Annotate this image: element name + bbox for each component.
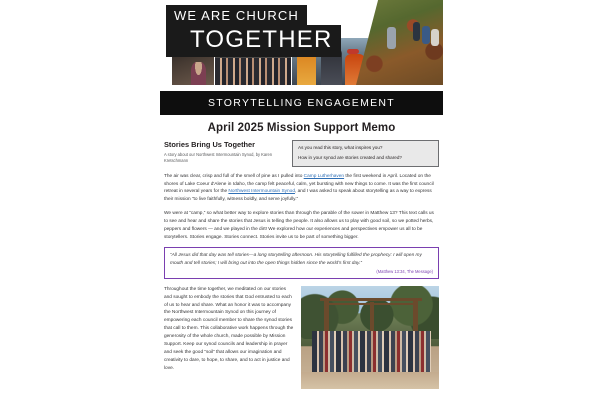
reflection-question-2: How in your synod are stories created and shared? [298, 154, 402, 160]
photo-person-standing [387, 27, 395, 49]
scripture-quote-box [164, 247, 439, 278]
synod-council-group-photo [301, 286, 439, 389]
section-banner: STORYTELLING ENGAGEMENT [160, 91, 443, 115]
photo-figure-stole [297, 52, 317, 85]
wordmark [166, 5, 341, 57]
paragraph-1-part-b: the first weekend in April. Located on the shores of Lake Coeur d'Alene in Idaho, the camp felt peaceful, calm, yet bursting with new things to come. It was the first council retreat in several years for the [164, 173, 434, 195]
body-content [160, 167, 443, 242]
paragraph-1 [164, 173, 439, 204]
photo-people-row [215, 58, 291, 85]
scripture-citation: (Matthew 13:34, The Message) [376, 268, 433, 274]
newsletter-page [160, 0, 443, 400]
wordmark-line-1: WE ARE CHURCH [166, 5, 307, 26]
closing-section [160, 286, 443, 373]
paragraph-3: Throughout the time together, we meditated on our stories and sought to embody the stories that God entrusted to each of us to hear and share. What an honor it was to accompany the Northwest Intermountain Synod on this journey of empowering each council member to share the synod stories that call to them. This collaborative work happens through the generosity of the whole church, made possible by Mission Support. Keep our synod councils and leadership in prayer and seek the good “soil” that allows our imagination and creativity to dare, to hope, to share, and to act in justice and love. [164, 286, 294, 371]
photo-person-seated-1 [413, 22, 420, 41]
intro-section [160, 140, 443, 167]
header-photo-collage [160, 0, 443, 85]
link-northwest-intermountain-synod[interactable]: Northwest Intermountain Synod [228, 189, 295, 195]
reflection-question-1: As you read this story, what inspires you? [298, 145, 383, 150]
photo-figure-hat [347, 49, 359, 54]
wordmark-line-2: TOGETHER [166, 25, 341, 57]
story-heading-block [164, 140, 284, 164]
story-heading: Stories Bring Us Together [164, 140, 256, 149]
reflection-questions-box [292, 140, 439, 167]
photo-person-seated-2 [422, 26, 429, 45]
collage-photo-hillside [356, 0, 443, 85]
paragraph-1-part-a: The air was clear, crisp and full of the smell of pine as I pulled into [164, 173, 304, 179]
page-title: April 2025 Mission Support Memo [207, 122, 396, 134]
link-camp-lutherhaven[interactable]: Camp Lutherhaven [303, 173, 345, 179]
paragraph-1-part-c: , and I was asked to speak about storytelling as a way to express their mission “to live faithfully, witness boldly, and serve joyfully.” [164, 189, 432, 203]
photo-group-of-people [312, 331, 431, 372]
photo-person-seated-3 [431, 29, 438, 46]
paragraph-2: We were at “camp,” so what better way to explore stories than through the parable of the sower in Matthew 13? This text calls us to see and hear and share the stories that Jesus is telling the people. It also allows us to play with good soil, so we potted herbs, peppers and flowers — and we played in the dirt! We explored how our experiences and perspectives empower us all to be storytellers. Stories engage. Stories connect. Stories invite us to be part of something bigger. [164, 211, 434, 240]
photo-ground [301, 372, 439, 388]
scripture-quote-text: “All Jesus did that day was tell stories—a long storytelling afternoon. His storytelling fulfilled the prophecy: I will open my mouth and tell stories; I will bring out into the open things hidden since the world's first day.” [170, 253, 422, 267]
story-byline: A story about our Northwest Intermountain Synod, by Karen Kretschmann [164, 152, 273, 163]
